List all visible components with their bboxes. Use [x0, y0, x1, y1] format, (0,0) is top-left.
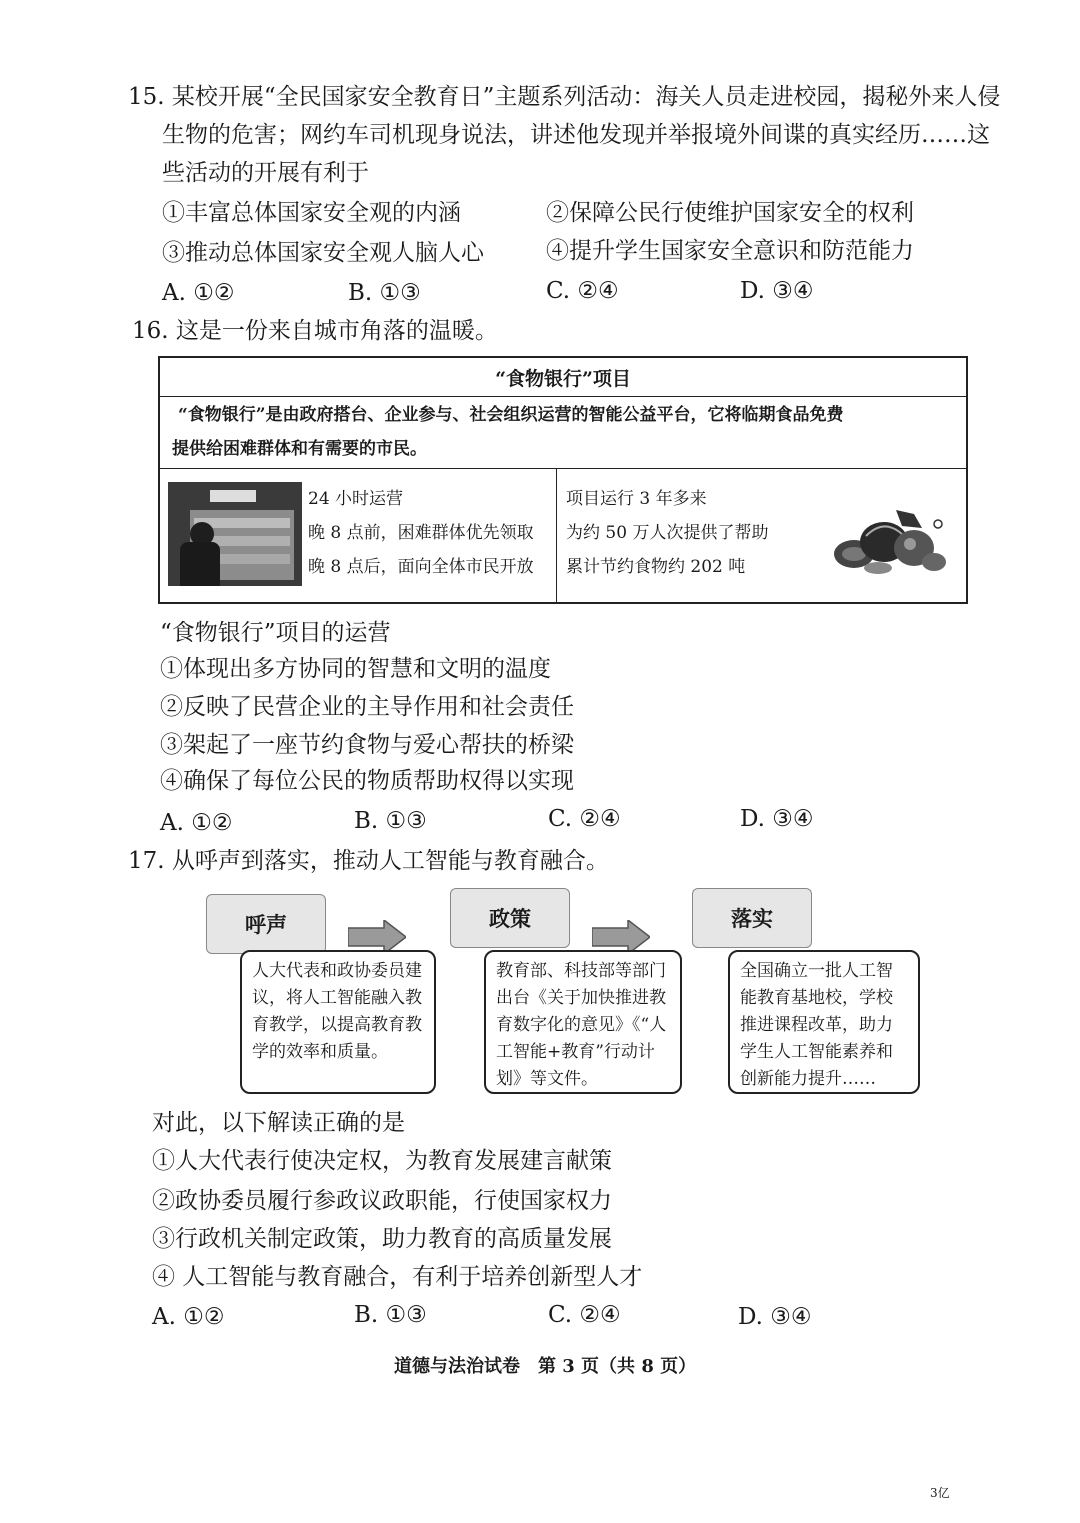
q15-stem-line3: 些活动的开展有利于 — [162, 160, 369, 186]
q17-option-d: D. ③④ — [738, 1304, 812, 1330]
q17-option-b: B. ①③ — [354, 1302, 427, 1328]
food-bank-people: 为约 50 万人次提供了帮助 — [566, 523, 769, 543]
q15-option-c: C. ②④ — [546, 278, 619, 304]
q16-statement-3: ③架起了一座节约食物与爱心帮扶的桥梁 — [160, 732, 574, 758]
flow-card-implement: 全国确立一批人工智能教育基地校，学校推进课程改革，助力学生人工智能素养和创新能力提升…… — [728, 950, 920, 1094]
food-illustration — [832, 504, 952, 582]
food-bank-photo — [168, 482, 302, 586]
box-divider — [160, 468, 966, 469]
q15-option-d: D. ③④ — [740, 278, 814, 304]
corner-mark: 3亿 — [930, 1486, 950, 1500]
flow-tab-implement: 落实 — [692, 888, 812, 948]
q16-statement-4: ④确保了每位公民的物质帮助权得以实现 — [160, 768, 574, 794]
q17-lead: 对此，以下解读正确的是 — [152, 1110, 405, 1136]
q17-statement-3: ③行政机关制定政策，助力教育的高质量发展 — [152, 1226, 612, 1252]
box-column-divider — [556, 468, 557, 602]
q17-stem: 17. 从呼声到落实，推动人工智能与教育融合。 — [128, 848, 609, 874]
q16-lead: “食物银行”项目的运营 — [160, 620, 391, 646]
q17-option-a: A. ①② — [152, 1304, 225, 1330]
food-bank-title: “食物银行”项目 — [160, 358, 966, 397]
q17-statement-1: ①人大代表行使决定权，为教育发展建言献策 — [152, 1148, 612, 1174]
food-bank-before-8: 晚 8 点前，困难群体优先领取 — [308, 523, 534, 543]
q16-option-a: A. ①② — [160, 810, 233, 836]
q15-statement-1: ①丰富总体国家安全观的内涵 — [162, 200, 461, 226]
food-bank-years: 项目运行 3 年多来 — [566, 489, 707, 509]
q15-stem-line2: 生物的危害；网约车司机现身说法，讲述他发现并举报境外间谍的真实经历……这 — [162, 122, 990, 148]
q17-statement-4: ④ 人工智能与教育融合，有利于培养创新型人才 — [152, 1264, 643, 1290]
q15-option-b: B. ①③ — [348, 280, 421, 306]
flow-card-policy: 教育部、科技部等部门出台《关于加快推进教育数字化的意见》《“人工智能+教育”行动计划》等文件。 — [484, 950, 682, 1094]
food-bank-desc-line1: “食物银行”是由政府搭台、企业参与、社会组织运营的智能公益平台，它将临期食品免费 — [178, 405, 844, 425]
page-footer: 道德与法治试卷 第 3 页（共 8 页） — [394, 1356, 697, 1377]
flow-tab-voice: 呼声 — [206, 894, 326, 954]
q15-stem-line1: 15. 某校开展“全民国家安全教育日”主题系列活动：海关人员走进校园，揭秘外来人侵 — [128, 84, 1001, 110]
q15-statement-3: ③推动总体国家安全观人脑人心 — [162, 240, 484, 266]
food-bank-saved: 累计节约食物约 202 吨 — [566, 557, 746, 577]
q16-stem: 16. 这是一份来自城市角落的温暖。 — [132, 318, 498, 344]
q17-statement-2: ②政协委员履行参政议政职能，行使国家权力 — [152, 1188, 612, 1214]
q15-option-a: A. ①② — [162, 280, 235, 306]
food-bank-after-8: 晚 8 点后，面向全体市民开放 — [308, 557, 534, 577]
flow-tab-policy: 政策 — [450, 888, 570, 948]
q16-statement-1: ①体现出多方协同的智慧和文明的温度 — [160, 656, 551, 682]
q16-option-d: D. ③④ — [740, 806, 814, 832]
flow-card-voice: 人大代表和政协委员建议，将人工智能融入教育教学，以提高教育教学的效率和质量。 — [240, 950, 436, 1094]
q16-statement-2: ②反映了民营企业的主导作用和社会责任 — [160, 694, 574, 720]
q15-statement-2: ②保障公民行使维护国家安全的权利 — [546, 200, 914, 226]
flow-arrow-1 — [348, 920, 406, 954]
food-bank-desc-line2: 提供给困难群体和有需要的市民。 — [172, 439, 427, 459]
q15-statement-4: ④提升学生国家安全意识和防范能力 — [546, 238, 914, 264]
q16-option-c: C. ②④ — [548, 806, 621, 832]
food-bank-hours: 24 小时运营 — [308, 489, 404, 509]
food-bank-box — [158, 356, 968, 604]
q16-option-b: B. ①③ — [354, 808, 427, 834]
flow-arrow-2 — [592, 920, 650, 954]
q17-option-c: C. ②④ — [548, 1302, 621, 1328]
